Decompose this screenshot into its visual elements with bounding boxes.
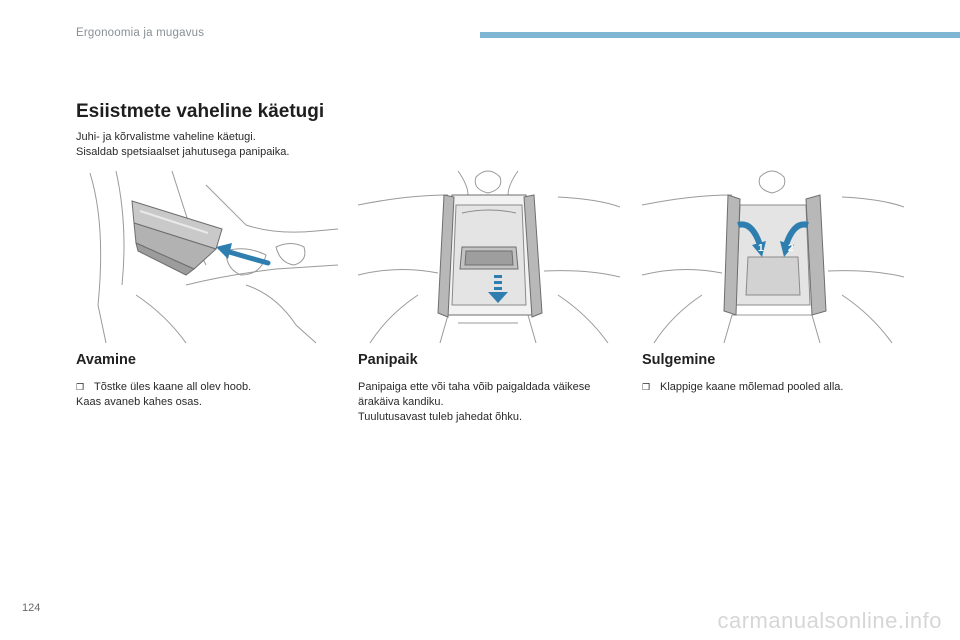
- opening-step: [76, 380, 344, 395]
- arrow-icon: [216, 243, 268, 263]
- armrest-lid: [132, 201, 222, 275]
- watermark: carmanualsonline.info: [717, 608, 942, 633]
- bullet-icon: ❒: [642, 382, 651, 392]
- console-box-open: [724, 195, 826, 315]
- console-box: [438, 195, 542, 317]
- closing-step: [642, 380, 910, 395]
- opening-line-1: Tõstke üles kaane all olev hoob.: [94, 381, 252, 393]
- heading-closing: Sulgemine: [642, 352, 716, 368]
- heading-opening: Avamine: [76, 352, 136, 368]
- intro-text: [76, 130, 289, 160]
- step-1-label: 1: [758, 243, 764, 254]
- column-storage: [358, 352, 626, 425]
- intro-line-2: Sisaldab spetsiaalset jahutusega panipaika.: [76, 146, 290, 158]
- illustration-opening: [76, 165, 338, 345]
- step-2-label: 2: [788, 243, 794, 254]
- illustration-storage: [358, 165, 620, 345]
- intro-line-1: Juhi- ja kõrvalistme vaheline käetugi.: [76, 131, 256, 143]
- heading-storage: Panipaik: [358, 352, 418, 368]
- illustration-closing: [642, 165, 904, 345]
- page-number: 124: [22, 602, 41, 614]
- bullet-icon: ❒: [76, 382, 85, 392]
- section-label: Ergonoomia ja mugavus: [76, 27, 205, 39]
- page-title: Esiistmete vaheline käetugi: [76, 101, 325, 122]
- opening-line-2: Kaas avaneb kahes osas.: [76, 396, 202, 408]
- header-accent-bar: [480, 32, 960, 38]
- storage-line-1: Panipaiga ette või taha võib paigaldada väikese: [358, 381, 591, 393]
- closing-line-1: Klappige kaane mõlemad pooled alla.: [660, 381, 844, 393]
- storage-line-2: ärakäiva kandiku.: [358, 396, 444, 408]
- column-opening: [76, 352, 344, 410]
- storage-line-3: Tuulutusavast tuleb jahedat õhku.: [358, 411, 523, 423]
- column-closing: [642, 352, 910, 395]
